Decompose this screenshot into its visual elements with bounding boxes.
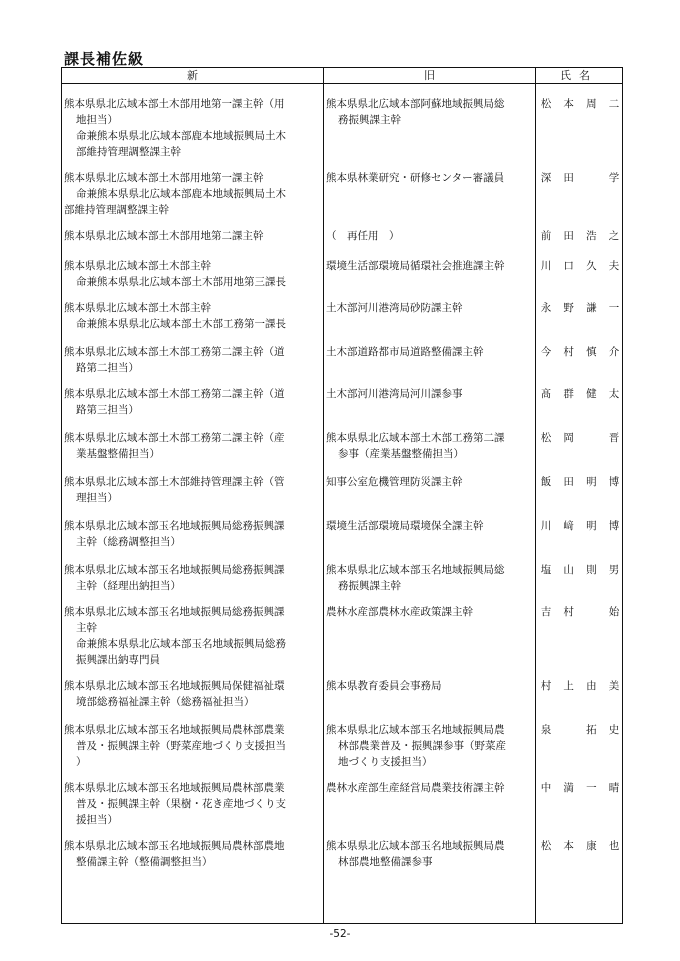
new-cell — [64, 430, 322, 462]
name-char: 上 — [563, 680, 574, 692]
name-char: 周 — [586, 98, 597, 110]
name-char: 松 — [540, 432, 552, 444]
new-line: 熊本県県北広域本部土木部工務第二課主幹（道 — [64, 346, 285, 358]
name-char: 介 — [608, 346, 620, 358]
name-char: 田 — [563, 230, 574, 242]
new-cell — [64, 722, 322, 770]
old-line: 熊本県林業研究・研修センター審議員 — [326, 172, 505, 184]
name-char: 満 — [563, 782, 574, 794]
old-cell — [326, 780, 534, 796]
old-line: 地づくり支援担当） — [338, 756, 433, 768]
old-cell — [326, 344, 534, 360]
name-char: 髙 — [540, 388, 552, 400]
name-cell — [538, 228, 622, 244]
old-line: 環境生活部環境局循環社会推進課主幹 — [326, 260, 505, 272]
column-header-name: 氏名 — [560, 69, 598, 82]
new-line: 普及・振興課主幹（野菜産地づくり支援担当 — [76, 740, 286, 752]
name-char: 晋 — [608, 432, 620, 444]
name-char: 泉 — [540, 724, 552, 736]
name-char: 由 — [586, 680, 597, 692]
new-line: 路第二担当） — [76, 362, 139, 374]
new-line: 命兼熊本県県北広域本部土木部用地第三課長 — [76, 276, 286, 288]
new-line: 業基盤整備担当） — [76, 448, 160, 460]
old-line: 農林水産部農林水産政策課主幹 — [326, 606, 473, 618]
name-char: 岡 — [563, 432, 574, 444]
new-line: 熊本県県北広域本部土木部用地第一課主幹（用 — [64, 98, 285, 110]
name-char: 太 — [608, 388, 620, 400]
name-cell — [538, 96, 622, 112]
new-cell — [64, 562, 322, 594]
old-cell — [326, 474, 534, 490]
name-char: 永 — [540, 302, 552, 314]
new-line: 部維持管理調整課主幹 — [64, 204, 169, 216]
old-line: 林部農業普及・振興課参事（野菜産 — [338, 740, 506, 752]
new-cell — [64, 258, 322, 290]
column-divider — [323, 68, 324, 923]
new-line: 熊本県県北広域本部土木部工務第二課主幹（産 — [64, 432, 285, 444]
new-cell — [64, 386, 322, 418]
name-cell — [538, 300, 622, 316]
old-line: 熊本県教育委員会事務局 — [326, 680, 442, 692]
name-char: 塩 — [540, 564, 552, 576]
new-line: 熊本県県北広域本部土木部維持管理課主幹（管 — [64, 476, 285, 488]
name-char: 口 — [563, 260, 574, 272]
new-line: 路第三担当） — [76, 404, 139, 416]
old-cell — [326, 722, 534, 770]
old-cell — [326, 838, 534, 870]
column-divider — [535, 68, 536, 923]
new-line: 熊本県県北広域本部玉名地域振興局総務振興課 — [64, 606, 285, 618]
page-number: -52- — [329, 928, 351, 940]
name-char: 慎 — [586, 346, 597, 358]
name-char: 晴 — [608, 782, 620, 794]
new-cell — [64, 170, 322, 218]
old-line: 参事（産業基盤整備担当） — [338, 448, 464, 460]
new-line: 命兼熊本県県北広域本部玉名地域振興局総務 — [76, 638, 286, 650]
name-cell — [538, 344, 622, 360]
name-char: 吉 — [540, 606, 552, 618]
new-line: 普及・振興課主幹（果樹・花き産地づくり支 — [76, 798, 286, 810]
name-char: 飯 — [540, 476, 552, 488]
name-char: 村 — [540, 680, 552, 692]
column-header-old: 旧 — [424, 69, 435, 82]
new-line: 熊本県県北広域本部玉名地域振興局総務振興課 — [64, 520, 285, 532]
name-char: 本 — [563, 98, 574, 110]
new-line: 熊本県県北広域本部土木部用地第二課主幹 — [64, 230, 264, 242]
name-char: 健 — [586, 388, 597, 400]
section-heading: 課長補佐級 — [64, 50, 145, 68]
name-char: 則 — [586, 564, 597, 576]
new-line: 主幹（経理出納担当） — [76, 580, 181, 592]
name-char — [583, 604, 599, 620]
new-cell — [64, 228, 322, 244]
new-cell — [64, 344, 322, 376]
personnel-table — [61, 67, 623, 924]
name-cell — [538, 258, 622, 274]
name-char — [561, 722, 577, 738]
new-line: 熊本県県北広域本部土木部用地第一課主幹 — [64, 172, 264, 184]
new-line: 熊本県県北広域本部土木部主幹 — [64, 302, 211, 314]
name-char: 也 — [608, 840, 620, 852]
new-cell — [64, 678, 322, 710]
new-cell — [64, 96, 322, 160]
name-char: 田 — [563, 476, 574, 488]
name-char: 川 — [540, 260, 552, 272]
name-char: 夫 — [608, 260, 620, 272]
name-char: 田 — [563, 172, 574, 184]
name-char: 村 — [563, 606, 574, 618]
name-cell — [538, 386, 622, 402]
name-cell — [538, 838, 622, 854]
name-char: 松 — [540, 840, 552, 852]
name-char: 川 — [540, 520, 552, 532]
old-line: 林部農地整備課参事 — [338, 856, 433, 868]
old-line: 熊本県県北広域本部阿蘇地域振興局総 — [326, 98, 505, 110]
old-cell — [326, 300, 534, 316]
name-char: 浩 — [586, 230, 597, 242]
name-char: 二 — [608, 98, 620, 110]
name-char: 学 — [608, 172, 620, 184]
old-cell — [326, 228, 534, 244]
old-cell — [326, 678, 534, 694]
old-cell — [326, 258, 534, 274]
name-char: 今 — [540, 346, 552, 358]
name-char: 一 — [586, 782, 597, 794]
name-char: 本 — [563, 840, 574, 852]
new-line: 熊本県県北広域本部土木部主幹 — [64, 260, 211, 272]
new-cell — [64, 474, 322, 506]
name-char — [583, 430, 599, 446]
name-char: 始 — [608, 606, 620, 618]
old-cell — [326, 170, 534, 186]
new-cell — [64, 604, 322, 668]
new-cell — [64, 780, 322, 828]
old-line: 務振興課主幹 — [338, 114, 401, 126]
old-line: 熊本県県北広域本部玉名地域振興局農 — [326, 724, 505, 736]
new-line: 主幹 — [76, 622, 97, 634]
name-char: 一 — [608, 302, 620, 314]
new-line: 命兼熊本県県北広域本部鹿本地域振興局土木 — [76, 130, 286, 142]
name-char: 男 — [608, 564, 620, 576]
name-char: 深 — [540, 172, 552, 184]
new-line: 整備課主幹（整備調整担当） — [76, 856, 213, 868]
name-char: 村 — [563, 346, 574, 358]
name-cell — [538, 780, 622, 796]
old-line: 熊本県県北広域本部玉名地域振興局農 — [326, 840, 505, 852]
old-cell — [326, 386, 534, 402]
old-line: 熊本県県北広域本部土木部工務第二課 — [326, 432, 505, 444]
name-char: 博 — [608, 476, 620, 488]
new-cell — [64, 300, 322, 332]
old-line: 熊本県県北広域本部玉名地域振興局総 — [326, 564, 505, 576]
column-header-new: 新 — [187, 69, 198, 82]
name-cell — [538, 170, 622, 186]
name-char: 美 — [608, 680, 620, 692]
new-line: 振興課出納専門員 — [76, 654, 160, 666]
name-char: 康 — [586, 840, 597, 852]
old-line: 知事公室危機管理防災課主幹 — [326, 476, 463, 488]
name-cell — [538, 430, 622, 446]
new-cell — [64, 838, 322, 870]
old-cell — [326, 518, 534, 534]
old-line: 土木部河川港湾局河川課参事 — [326, 388, 463, 400]
name-char — [583, 170, 599, 186]
name-char: 前 — [540, 230, 552, 242]
old-line: 務振興課主幹 — [338, 580, 401, 592]
new-line: 熊本県県北広域本部玉名地域振興局総務振興課 — [64, 564, 285, 576]
name-cell — [538, 518, 622, 534]
name-char: 﨑 — [563, 520, 574, 532]
new-line: 熊本県県北広域本部土木部工務第二課主幹（道 — [64, 388, 285, 400]
old-line: 土木部河川港湾局砂防課主幹 — [326, 302, 463, 314]
name-cell — [538, 722, 622, 738]
new-line: 境部総務福祉課主幹（総務福祉担当） — [76, 696, 255, 708]
name-char: 史 — [608, 724, 620, 736]
name-char: 之 — [608, 230, 620, 242]
new-line: 熊本県県北広域本部玉名地域振興局農林部農地 — [64, 840, 285, 852]
old-cell — [326, 604, 534, 620]
new-line: 命兼熊本県県北広域本部鹿本地域振興局土木 — [76, 188, 286, 200]
name-char: 野 — [563, 302, 574, 314]
old-line: 環境生活部環境局環境保全課主幹 — [326, 520, 484, 532]
new-line: ） — [76, 756, 87, 768]
new-line: 熊本県県北広域本部玉名地域振興局農林部農業 — [64, 782, 285, 794]
name-cell — [538, 562, 622, 578]
name-char: 明 — [586, 520, 597, 532]
name-char: 博 — [608, 520, 620, 532]
old-line: 農林水産部生産経営局農業技術課主幹 — [326, 782, 505, 794]
new-line: 部維持管理調整課主幹 — [76, 146, 181, 158]
name-char: 中 — [540, 782, 552, 794]
name-cell — [538, 474, 622, 490]
name-char: 謙 — [586, 302, 597, 314]
name-cell — [538, 678, 622, 694]
old-cell — [326, 96, 534, 128]
name-char: 山 — [563, 564, 574, 576]
new-line: 熊本県県北広域本部玉名地域振興局農林部農業 — [64, 724, 285, 736]
new-cell — [64, 518, 322, 550]
header-divider — [62, 83, 622, 84]
new-line: 命兼熊本県県北広域本部土木部工務第一課長 — [76, 318, 286, 330]
new-line: 主幹（総務調整担当） — [76, 536, 181, 548]
new-line: 熊本県県北広域本部玉名地域振興局保健福祉環 — [64, 680, 285, 692]
new-line: 理担当） — [76, 492, 118, 504]
name-char: 明 — [586, 476, 597, 488]
name-char: 松 — [540, 98, 552, 110]
old-cell — [326, 562, 534, 594]
old-cell — [326, 430, 534, 462]
old-line: 土木部道路都市局道路整備課主幹 — [326, 346, 484, 358]
name-cell — [538, 604, 622, 620]
new-line: 地担当） — [76, 114, 118, 126]
name-char: 群 — [563, 388, 574, 400]
name-char: 拓 — [586, 724, 597, 736]
new-line: 援担当） — [76, 814, 118, 826]
old-line: （ 再任用 ） — [326, 230, 400, 242]
name-char: 久 — [586, 260, 597, 272]
